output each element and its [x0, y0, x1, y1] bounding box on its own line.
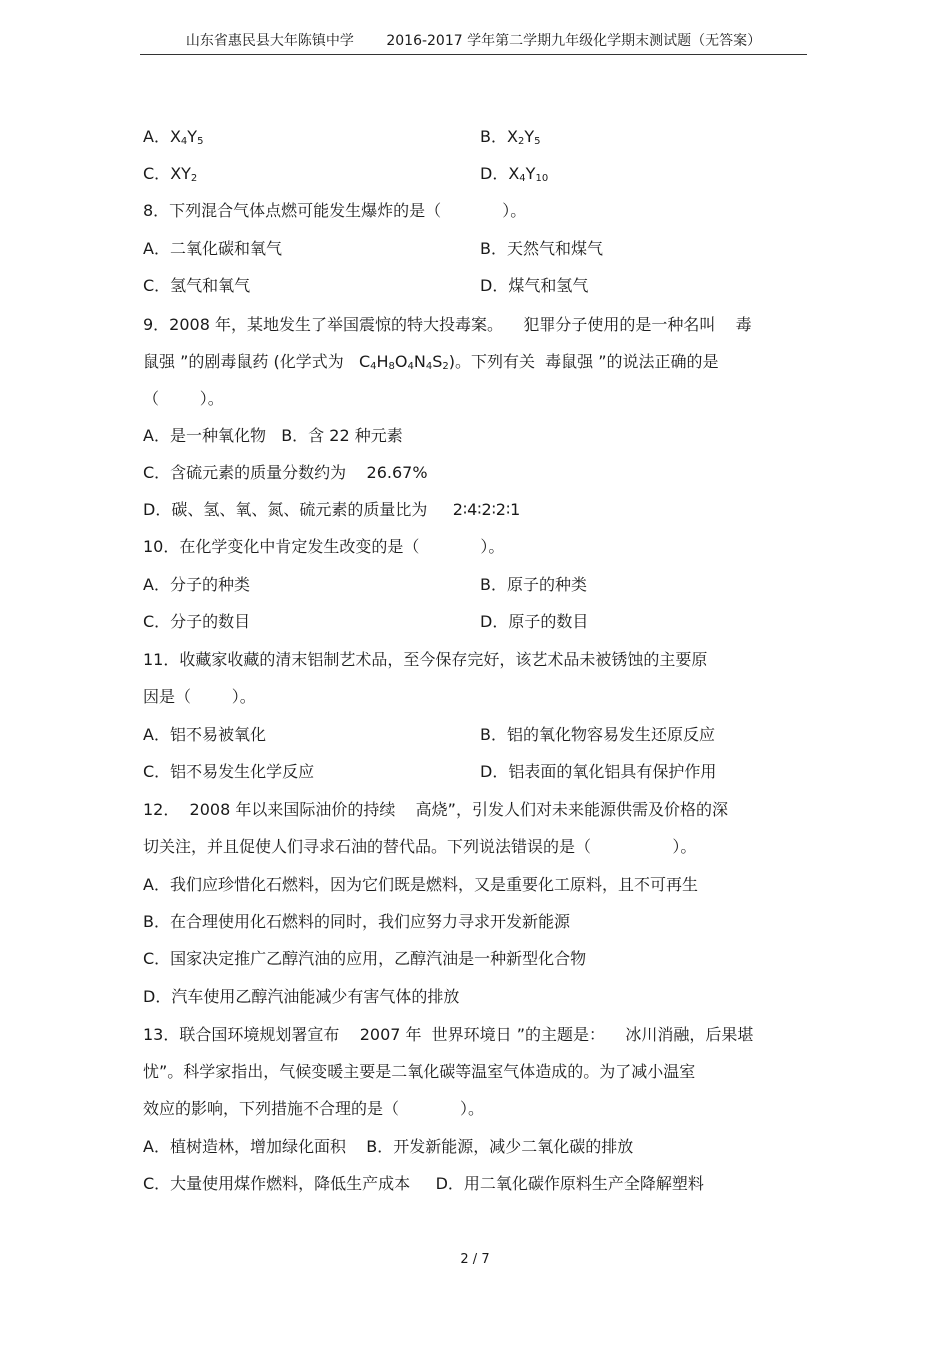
q9-options-ab: A．是一种氧化物 B．含 22 种元素: [143, 426, 403, 445]
q8-option-b: B．天然气和煤气: [480, 239, 603, 258]
q9-option-c: C．含硫元素的质量分数约为 26.67%: [143, 463, 428, 482]
q8-stem: 8．下列混合气体点燃可能发生爆炸的是（ ）。: [143, 201, 527, 220]
q11-option-a: A．铝不易被氧化: [143, 725, 266, 744]
q9-option-d: D．碳、氢、氧、氮、硫元素的质量比为 2∶4∶2∶2∶1: [143, 500, 521, 519]
q8-option-c: C．氢气和氧气: [143, 276, 251, 295]
q10-option-d: D．原子的数目: [480, 612, 589, 631]
q13-stem-line2: 忧”。科学家指出，气候变暖主要是二氧化碳等温室气体造成的。为了减小温室: [143, 1062, 696, 1081]
q9-stem-line2: 鼠强 ”的剧毒鼠药 (化学式为 $C_4H_8O_4N_4S_2$)。下列有关 毒鼠强 ”的说法正确的是: [143, 352, 719, 372]
q11-stem-line2: 因是（ ）。: [143, 687, 256, 706]
q10-option-c: C．分子的数目: [143, 612, 251, 631]
q11-option-b: B．铝的氧化物容易发生还原反应: [480, 725, 715, 744]
q7-option-a: A．$X_4Y_5$: [143, 127, 204, 147]
q7-option-d: D．$X_4Y_{10}$: [480, 164, 549, 184]
q9-stem-line1: 9．2008 年，某地发生了举国震惊的特大投毒案。 犯罪分子使用的是一种名叫 毒: [143, 315, 752, 334]
q13-stem-line1: 13．联合国环境规划署宣布 2007 年 世界环境日 ”的主题是： 冰川消融，后果堪: [143, 1025, 754, 1044]
q8-option-d: D．煤气和氢气: [480, 276, 589, 295]
q8-option-a: A．二氧化碳和氧气: [143, 239, 282, 258]
q13-options-cd: C．大量使用煤作燃料，降低生产成本 D．用二氧化碳作原料生产全降解塑料: [143, 1174, 704, 1193]
q10-stem: 10．在化学变化中肯定发生改变的是（ ）。: [143, 537, 505, 556]
q11-option-c: C．铝不易发生化学反应: [143, 762, 315, 781]
q7-option-c: C．$XY_2$: [143, 164, 198, 184]
q12-option-a: A．我们应珍惜化石燃料，因为它们既是燃料，又是重要化工原料，且不可再生: [143, 875, 698, 894]
q12-stem-line2: 切关注，并且促使人们寻求石油的替代品。下列说法错误的是（ ）。: [143, 837, 697, 856]
q7-option-b: B．$X_2Y_5$: [480, 127, 541, 147]
q11-option-d: D．铝表面的氧化铝具有保护作用: [480, 762, 717, 781]
header-rule: [140, 54, 807, 55]
q13-stem-line3: 效应的影响，下列措施不合理的是（ ）。: [143, 1099, 485, 1118]
q12-option-b: B．在合理使用化石燃料的同时，我们应努力寻求开发新能源: [143, 912, 570, 931]
q12-stem-line1: 12． 2008 年以来国际油价的持续 高烧”，引发人们对未来能源供需及价格的深: [143, 800, 728, 819]
page-number: 2 / 7: [460, 1252, 490, 1267]
q12-option-c: C．国家决定推广乙醇汽油的应用，乙醇汽油是一种新型化合物: [143, 949, 587, 968]
q10-option-b: B．原子的种类: [480, 575, 587, 594]
q13-options-ab: A．植树造林，增加绿化面积 B．开发新能源，减少二氧化碳的排放: [143, 1137, 634, 1156]
header-title: 2016-2017 学年第二学期九年级化学期末测试题（无答案）: [386, 33, 762, 49]
q9-stem-line3: （ ）。: [143, 389, 224, 408]
page-header: [140, 30, 807, 50]
q11-stem-line1: 11．收藏家收藏的清末铝制艺术品，至今保存完好，该艺术品未被锈蚀的主要原: [143, 650, 708, 669]
header-school: 山东省惠民县大年陈镇中学: [185, 33, 354, 49]
q12-option-d: D．汽车使用乙醇汽油能减少有害气体的排放: [143, 987, 460, 1006]
q10-option-a: A．分子的种类: [143, 575, 250, 594]
